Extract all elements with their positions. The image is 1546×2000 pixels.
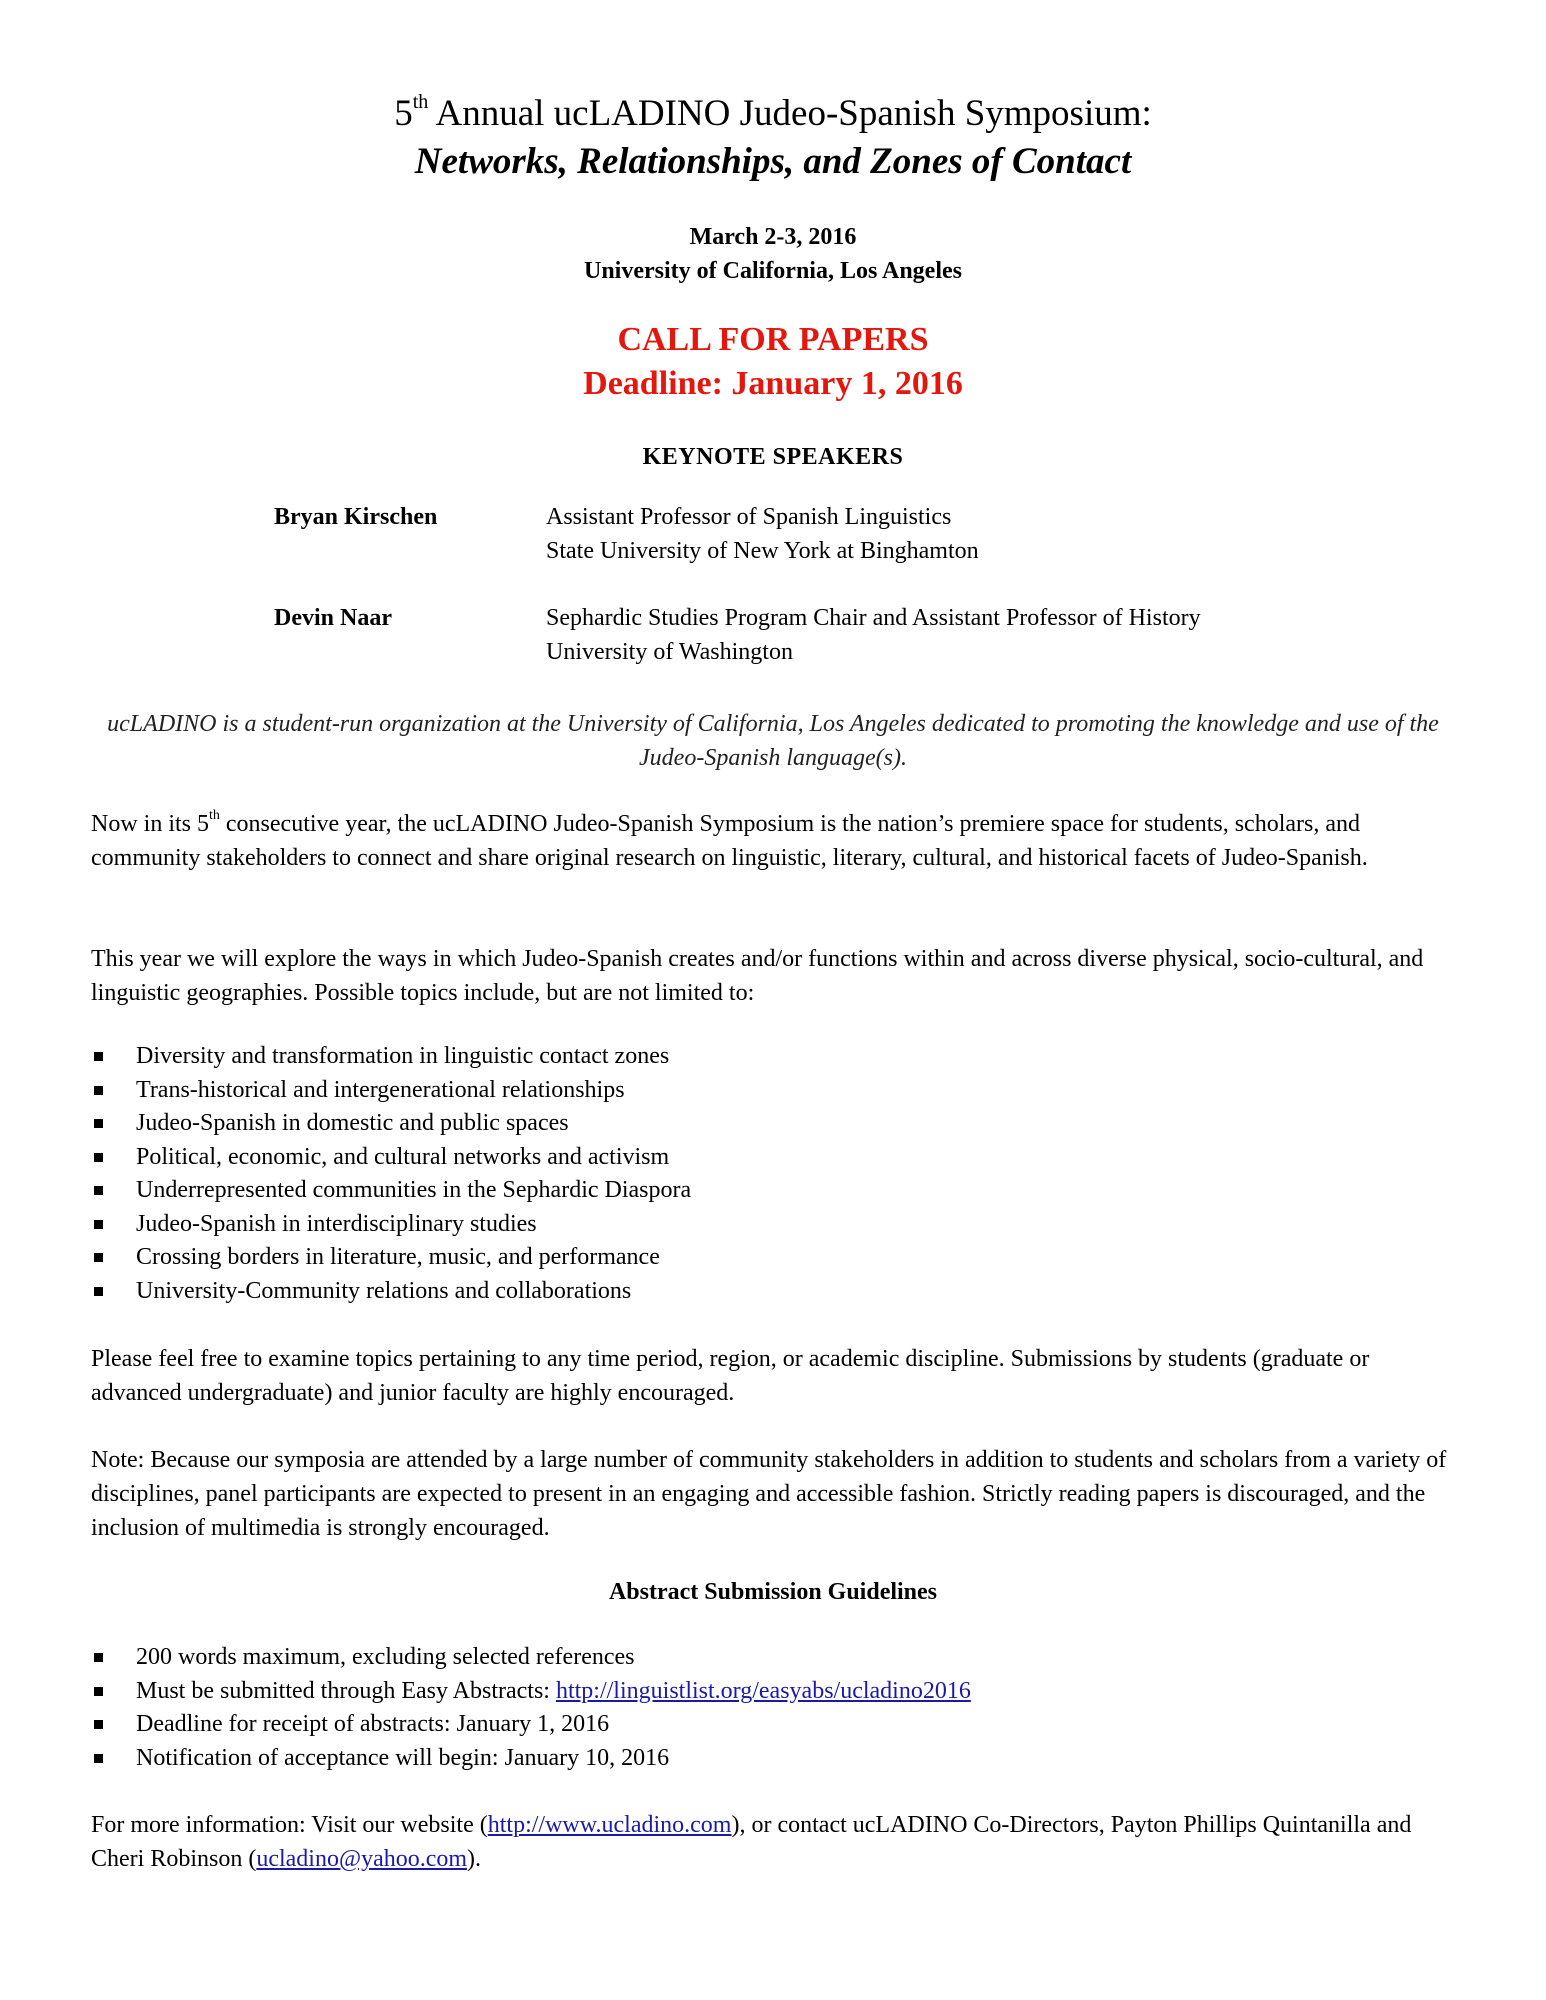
- list-item: Political, economic, and cultural networks and activism: [91, 1141, 691, 1175]
- contact-paragraph: For more information: Visit our website (http://www.ucladino.com), or contact ucLADINO Co-Directors, Payton Phillips Quintanilla and Cheri Robinson (ucladino@yahoo.com).: [91, 1812, 1412, 1872]
- square-bullet-icon: [94, 1653, 103, 1662]
- list-item: University-Community relations and collaborations: [91, 1275, 691, 1309]
- speaker-affiliation: State University of New York at Binghamton: [546, 538, 979, 564]
- event-venue: University of California, Los Angeles: [584, 258, 962, 284]
- intro-paragraph: [91, 807, 1461, 875]
- speaker-name: Devin Naar: [274, 605, 392, 631]
- call-for-papers-heading: CALL FOR PAPERS: [617, 321, 929, 358]
- title-text: Annual ucLADINO Judeo-Spanish Symposium:: [428, 93, 1152, 134]
- website-link[interactable]: http://www.ucladino.com: [487, 1812, 732, 1838]
- keynote-heading: KEYNOTE SPEAKERS: [642, 444, 904, 470]
- list-item: Diversity and transformation in linguistic contact zones: [91, 1040, 691, 1074]
- square-bullet-icon: [94, 1153, 103, 1162]
- encouragement-paragraph: Please feel free to examine topics pertaining to any time period, region, or academic discipline. Submissions by students (graduate or advanced undergraduate) and junior faculty are highly encouraged.: [91, 1346, 1370, 1406]
- list-item: Notification of acceptance will begin: January 10, 2016: [91, 1742, 971, 1776]
- square-bullet-icon: [94, 1086, 103, 1095]
- mission-statement: ucLADINO is a student-run organization at the University of California, Los Angeles dedicated to promoting the knowledge and use of the Judeo-Spanish language(s).: [107, 711, 1439, 771]
- symposium-title: [0, 92, 1546, 136]
- list-item: Underrepresented communities in the Sephardic Diaspora: [91, 1174, 691, 1208]
- theme-paragraph: This year we will explore the ways in which Judeo-Spanish creates and/or functions within and across diverse physical, socio-cultural, and linguistic geographies. Possible topics include, but are not limited to:: [91, 946, 1424, 1006]
- list-item: Trans-historical and intergenerational relationships: [91, 1074, 691, 1108]
- list-item: Must be submitted through Easy Abstracts: http://linguistlist.org/easyabs/ucladino2016: [91, 1675, 971, 1709]
- square-bullet-icon: [94, 1287, 103, 1296]
- speaker-title: Sephardic Studies Program Chair and Assistant Professor of History: [546, 605, 1201, 631]
- list-item: Deadline for receipt of abstracts: January 1, 2016: [91, 1708, 971, 1742]
- symposium-subtitle: Networks, Relationships, and Zones of Contact: [414, 141, 1132, 182]
- speaker-affiliation: University of Washington: [546, 639, 793, 665]
- square-bullet-icon: [94, 1253, 103, 1262]
- list-item: Crossing borders in literature, music, and performance: [91, 1241, 691, 1275]
- square-bullet-icon: [94, 1720, 103, 1729]
- topics-list: [91, 1040, 691, 1308]
- intro-text-rest: consecutive year, the ucLADINO Judeo-Spanish Symposium is the nation’s premiere space for students, scholars, and community stakeholders to connect and share original research on linguistic, literary, cultural, and historical facets of Judeo-Spanish.: [91, 811, 1368, 871]
- list-item: Judeo-Spanish in domestic and public spaces: [91, 1107, 691, 1141]
- title-ordinal-suffix: th: [412, 91, 429, 113]
- square-bullet-icon: [94, 1186, 103, 1195]
- intro-text-start: Now in its 5: [91, 811, 210, 837]
- event-date: March 2-3, 2016: [689, 224, 857, 250]
- square-bullet-icon: [94, 1754, 103, 1763]
- speaker-title: Assistant Professor of Spanish Linguistics: [546, 504, 952, 530]
- intro-ordinal-suffix: th: [209, 808, 220, 823]
- square-bullet-icon: [94, 1220, 103, 1229]
- email-link[interactable]: ucladino@yahoo.com: [256, 1846, 468, 1872]
- easy-abstracts-link[interactable]: http://linguistlist.org/easyabs/ucladino2016: [555, 1677, 971, 1704]
- guidelines-heading: Abstract Submission Guidelines: [608, 1579, 938, 1605]
- square-bullet-icon: [94, 1687, 103, 1696]
- list-item: Judeo-Spanish in interdisciplinary studies: [91, 1208, 691, 1242]
- title-number: 5: [394, 93, 413, 134]
- guidelines-list: [91, 1641, 971, 1775]
- speaker-name: Bryan Kirschen: [274, 504, 438, 530]
- square-bullet-icon: [94, 1119, 103, 1128]
- list-item: 200 words maximum, excluding selected references: [91, 1641, 971, 1675]
- note-paragraph: Note: Because our symposia are attended by a large number of community stakeholders in addition to students and scholars from a variety of disciplines, panel participants are expected to present in an engaging and accessible fashion. Strictly reading papers is discouraged, and the inclusion of multimedia is strongly encouraged.: [91, 1447, 1447, 1541]
- square-bullet-icon: [94, 1052, 103, 1061]
- deadline-heading: Deadline: January 1, 2016: [583, 365, 963, 402]
